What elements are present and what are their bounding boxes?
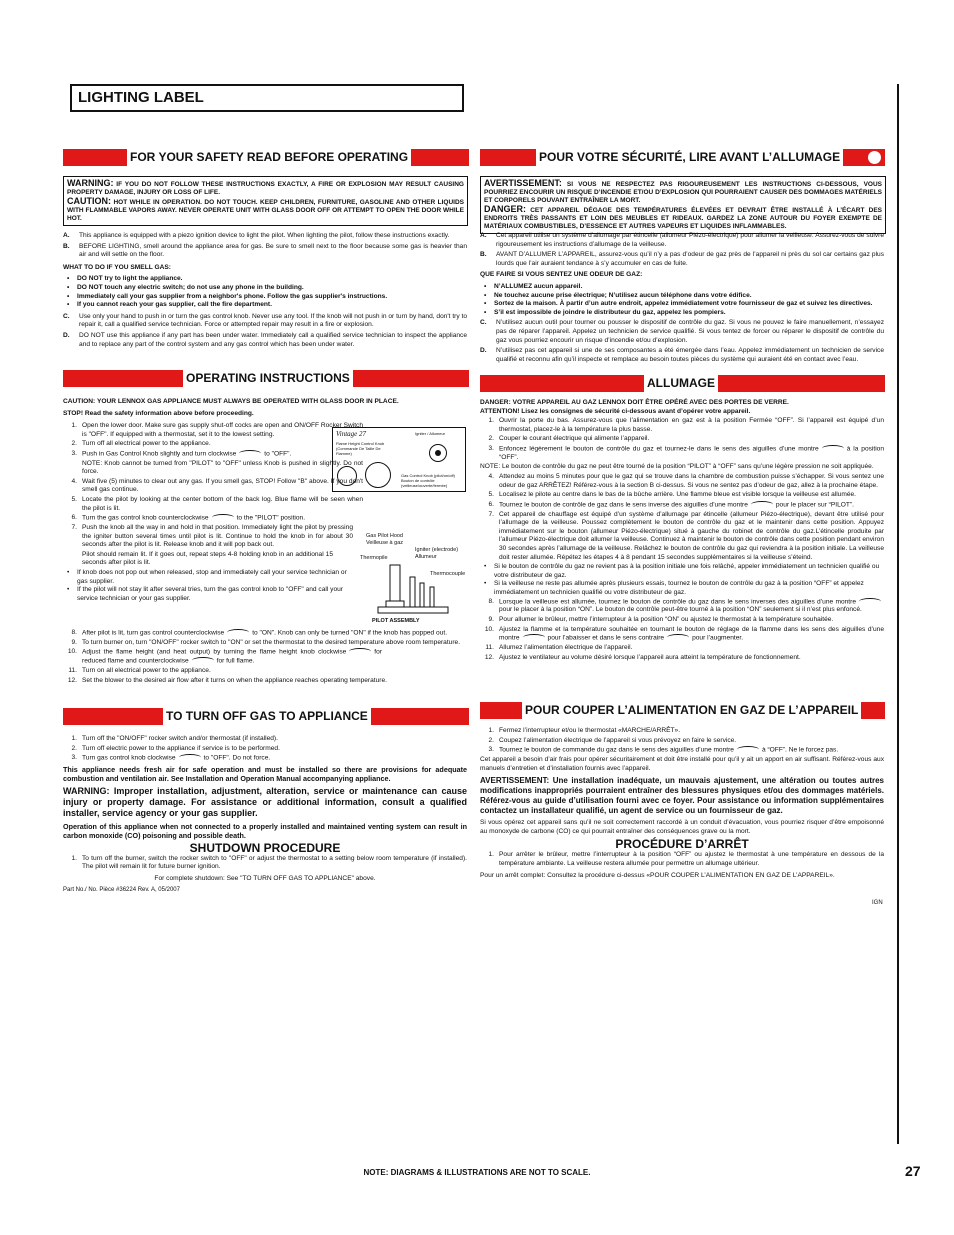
en-safety-list: A. This appliance is equipped with a piezo ignition device to light the pilot. When lighting the pilot, follow these instructions exactly. B. BEFORE LIGHTING, smell around the appliance area for gas. Be sure to smell next to the floor because some gas is heavier than air and will settle on the floor. WHAT TO DO IF YOU SMELL GAS: • DO NOT try to light the appliance. • DO NOT touch any electric switch; do not use any phone in the building. • Immediately call your gas supplier from a neighbor's phone. Follow the gas supplier's instructions. • If you cannot reach your gas supplier, call the fire department. C. Use only your hand to push in or turn the gas control knob. Never use any tool. If the knob will not push in or turn by hand, don't try to repair it, call a qualified service technician. Force or attempted repair may result in a fire or explosion. D. DO NOT use this appliance if any part has been under water. Immediately call a qualified service technician to inspect the appliance and to replace any part of the control system and any gas control which has been under water. [63,232,467,351]
fr-op-3a: Enfoncez légèrement le bouton de contrôle du gaz et tournez-le dans le sens des aiguilles d’une montre [499,445,819,453]
en-warning-2: WARNING: Improper installation, adjustment, alteration, service or maintenance can cause injury or property damage. For assistance or additional information, consult a qualified installer, service agency or your gas supplier. [63,786,467,819]
fr-warning-box [480,176,886,234]
en-op-note: NOTE: Knob cannot be turned from "PILOT" to "OFF" unless Knob is pushed in slightly. Do not force. [82,459,363,476]
en-off-3b: to "OFF". Do not force. [203,754,271,762]
fr-smell-1: • N’ALLUMEZ aucun appareil. [480,283,884,292]
clockwise-arrow-icon [349,648,371,655]
fr-op-7c: • Si la veilleuse ne reste pas allumée après plusieurs essais, tournez le bouton de contrôle du gaz à la position “OFF” et appelez immédiatement un technicien qualifié ou votre distributeur de gaz. [480,580,884,597]
fr-warning-label: AVERTISSEMENT: [484,178,562,188]
fr-item-d: N’utilisez pas cet appareil si une de ses composantes a été émergée dans l’eau. Appelez immédiatement un technicien de service qualifié et reconnu afin qu’il inspecte et remplace au besoin toutes pièces du système qui auraient été en contact avec l’eau. [496,347,884,363]
fr-danger-text: CET APPAREIL DÉGAGE DES TEMPÉRATURES ÉLEVÉES ET DEVRAIT ÊTRE INSTALLÉ À L’ÉCART DES ENDROITS TRÈS PASSANTS ET LOIN DES MEUBLES ET RIDEAUX. GARDEZ LA ZONE AUTOUR DU FOYER EXEMPTE DE MATÉRIAUX COMBUSTIBLES, D’ESSENCE ET AUTRES VAPEURS ET LIQUIDES INFLAMMABLES. [484,207,882,230]
en-op-2: Turn off all electrical power to the appliance. [82,440,211,448]
fr-turnoff-heading: POUR COUPER L’ALIMENTATION EN GAZ DE L’APPAREIL [522,702,861,719]
diagram-pilot-assembly-label: PILOT ASSEMBLY [372,618,420,624]
fr-smell-heading: QUE FAIRE SI VOUS SENTEZ UNE ODEUR DE GAZ: [480,271,643,279]
en-safety-header-bar [63,149,469,166]
fr-op-7b: • Si le bouton de contrôle du gaz ne revient pas à la position initiale une fois relâché, appeler immédiatement un technicien qualifié ou votre distributeur de gaz. [480,563,884,580]
en-off-3a: Turn gas control knob clockwise [82,754,176,762]
fr-air-text: Cet appareil a besoin d’air frais pour opérer sécuritairement et doit être installé pour qu’il y ait un apport en air suffisant. Référez-vous aux manuels d’entretien et d’installation fournis avec l’appareil. [480,756,884,772]
ign-code: IGN [872,900,883,906]
en-op-3b: to "OFF". [264,450,292,458]
fr-operating-header-bar [480,375,885,392]
en-warning-box [63,176,468,226]
diagram-brand: Vintage 27 [336,430,367,438]
fr-danger-label: DANGER: [484,204,526,214]
en-turnoff-section: 1. Turn off the "ON/OFF" rocker switch and/or thermostat (if installed). 2. Turn off electric power to the appliance if service is to be performed. 3. Turn gas control knob clockwise to "OFF". Do not force. This appliance needs fresh air for safe operation and must be installed so there are provisions for adequate combustion and ventilation air. See Installation and Operation Manual accompanying appliance. WARNING: Improper installation, adjustment, alteration, service or maintenance can cause injury or property damage. For assistance or additional information, consult a qualified installer, service agency or your gas supplier. Operation of this appliance when not connected to a properly installed and maintained venting system can result in carbon monoxide (CO) poisoning and possible death. SHUTDOWN PROCEDURE 1. To turn off the burner, switch the rocker switch to "OFF" or adjust the thermostat to a setting below room temperature (if installed). The pilot will remain lit for future burner ignition. For complete shutdown: See "TO TURN OFF GAS TO APPLIANCE" above. Part No./ No. Pièce #36224 Rev. A, 05/2007 [63,735,467,894]
en-smell-2: • DO NOT touch any electric switch; do not use any phone in the building. [63,284,467,293]
fr-op-6b: pour le placer sur “PILOT”. [775,501,854,509]
gas-control-knob-icon [365,462,391,488]
fr-op-4: Attendez au moins 5 minutes pour que le gaz qui se trouve dans la chambre de combustion puisse s’échapper. Si vous sentez une odeur de gaz ARRÊTEZ! Référez-vous à la section B ci-dessus. Si vous ne sentez pas d’odeur de gaz, allez à la prochaine étape. [499,473,884,489]
diagram-thermocouple-label: Thermocouple [430,571,466,577]
counterclockwise-arrow-icon [212,514,234,521]
en-operating-heading: OPERATING INSTRUCTIONS [183,370,353,387]
fr-off-3a: Tournez le bouton de commande du gaz dans le sens des aiguilles d’une montre [499,746,734,754]
en-op-7d: • If the pilot will not stay lit after several tries, turn the gas control knob to "OFF" and call your service technician or your gas supplier. [63,586,347,603]
counterclockwise-arrow-icon [667,634,689,641]
en-air-text: This appliance needs fresh air for safe operation and must be installed so there are provisions for adequate combustion and ventilation air. See Installation and Operation Manual accompanying appliance. [63,765,467,784]
en-safety-heading: FOR YOUR SAFETY READ BEFORE OPERATING [127,149,411,166]
en-op-12: Set the blower to the desired air flow after it turns on when the appliance reaches operating temperature. [82,676,387,684]
fr-vent-text: Si vous opérez cet appareil sans qu’il ne soit correctement raccordé à un conduit d’évacuation, vous pourriez risquer d’être empoisonné au monoxyde de carbone (CO) ce qui pourrait entraîner des conséquences grave ou la mort. [480,819,884,835]
en-op-7c: • If knob does not pop out when released, stop and immediately call your service technician or gas supplier. [63,569,347,586]
en-op-7b: Pilot should remain lit. If it goes out, repeat steps 4-8 holding knob in an additional 15 seconds after pilot is lit. [82,550,333,567]
fr-item-c: N’utilisez aucun outil pour tourner ou pousser le dispositif de contrôle du gaz. Si vous ne pouvez le faire manuellement, n’essayez pas de réparer l’appareil. Appelez un technicien de service qualifié. Si vous tentez de forcer ou réparer le dispositif de contrôle du gaz vous pourriez encourir un risque d’incendie et/ou d’explosion. [496,319,884,344]
en-op-4: Wait five (5) minutes to clear out any gas. If you smell gas, STOP! Follow "B" above. If you don't smell gas continue. [82,477,363,494]
diagram-thermopile-label: Thermopile [360,555,388,561]
en-op-5: Locate the pilot by looking at the center bottom of the back log. Blue flame will be seen when the pilot is lit. [82,496,363,512]
fr-shut-2: Pour un arrêt complet: Consultez la procédure ci-dessus «POUR COUPER L’ALIMENTATION EN GAZ DE L’APPAREIL». [480,872,835,880]
fr-op-8b: pour le placer à la position “ON”. Le bouton de contrôle peut-être tourné à la position “ON” seulement si il n’est plus enfoncé. [499,606,862,614]
fr-safety-heading: POUR VOTRE SÉCURITÉ, LIRE AVANT L’ALLUMAGE [536,149,843,166]
en-op-1: Open the lower door. Make sure gas supply shut-off cocks are open and ON/OFF Rocker Switch is "OFF". If equipped with a thermostat, set it to the lowest setting. [82,422,363,438]
fr-op-8a: Lorsque la veilleuse est allumée, tournez le bouton de contrôle du gaz dans le sens inverses des aiguilles d’une montre [499,597,856,605]
counterclockwise-arrow-icon [192,657,214,664]
diagram-igniter-top-label: Igniter / Allumeur [415,431,446,436]
en-off-1: Turn off the "ON/OFF" rocker switch and/or thermostat (if installed). [82,735,278,742]
fr-item-a: Cet appareil utilise un système d’allumage par étincelle (allumeur Piézo-électrique) pour allumer la veilleuse. Assurez-vous de suivre rigoureusement les instructions d’allumage de la veilleuse. [496,232,884,248]
fr-off-1: Fermez l’interrupteur et/ou le thermostat «MARCHE/ARRÊT». [499,727,681,734]
fr-op-danger: DANGER: VOTRE APPAREIL AU GAZ LENNOX DOIT ÊTRE OPÉRÉ AVEC DES PORTES DE VERRE. [480,399,789,406]
fr-op-7: Cet appareil de chauffage est équipé d’un système d’allumage par étincelle (allumeur Piézo-électrique), devant être utilisé pour l’allumage de la veilleuse. Poussez complètement le bouton de contrôle du gaz et le maintenir dans cette position. Appuyez immédiatement sur le bouton (allumeur Piézo-électrique) situé à gauche du robinet de contrôle du gaz.L’étincelle produite par l’allumeur Piézo-électrique doit allumer la veilleuse. Continuez à maintenir le bouton de contrôle dans cette position pendant environ 30 secondes après l’allumage de la veilleuse. Relâchez le bouton de contrôle du gaz qui reviendra à la position initiale. La veilleuse doit rester allumée. Répétez les étapes 4 à 8 pendant 15 secondes supplémentaires si la veilleuse s’éteind. [499,510,884,561]
counterclockwise-arrow-icon [227,629,249,636]
en-smell-3: • Immediately call your gas supplier from a neighbor's phone. Follow the gas supplier's instructions. [63,293,467,302]
en-op-9: To turn burner on, turn "ON/OFF" rocker switch to "ON" or set the thermostat to the desired temperature above room temperature. [82,638,461,646]
clockwise-arrow-icon [239,450,261,457]
fr-operating-heading: ALLUMAGE [644,375,718,392]
fr-smell-4: • S’il est impossible de joindre le distributeur du gaz, appelez les pompiers. [480,309,884,318]
bullet-circle-icon [868,151,881,164]
footer-note: NOTE: DIAGRAMS & ILLUSTRATIONS ARE NOT TO SCALE. [363,1168,591,1177]
title-box [70,84,464,112]
page-number: 27 [905,1163,921,1179]
en-turnoff-heading: TO TURN OFF GAS TO APPLIANCE [163,708,371,725]
fr-item-b: AVANT D’ALLUMER L’APPAREIL, assurez-vous qu’il n’y a pas d’odeur de gaz près de l’appareil ni près du sol car certains gaz plus lourds que l’air auraient tendance à s’y accumuler en cas de fuite. [496,251,884,267]
clockwise-arrow-icon [523,634,545,641]
fr-op-12: Ajustez le ventilateur au volume désiré lorsque l’appareil aura atteint la température de fonctionnement. [499,653,801,661]
en-warning-label: WARNING: [67,178,114,188]
fr-off-2: Coupez l’alimentation électrique de l’appareil si vous prévoyez en faire le service. [499,736,737,744]
en-warning-text: IF YOU DO NOT FOLLOW THESE INSTRUCTIONS EXACTLY, A FIRE OR EXPLOSION MAY RESULT CAUSING PROPERTY DAMAGE, INJURY OR LOSS OF LIFE. [67,181,464,196]
fr-warning-text: SI VOUS NE RESPECTEZ PAS RIGOUREUSEMENT LES INSTRUCTIONS CI-DESSOUS, VOUS POURRIEZ ENCOURIR UN RISQUE D’INCENDIE ET/OU D’EXPLOSION QUI POURRAIENT CAUSER DES DOMMAGES MATÉRIELS ET CORPORELS POUVANT ENTRAÎNER LA MORT. [484,181,883,204]
flame-knob-icon [337,466,357,486]
en-item-b: BEFORE LIGHTING, smell around the appliance area for gas. Be sure to smell next to the floor because some gas is heavier than air and will settle on the floor. [79,242,467,259]
en-op-3a: Push in Gas Control Knob slightly and turn clockwise [82,450,237,458]
fr-op-1: Ouvrir la porte du bas. Assurez-vous que l’alimentation en gaz est à la position Fermée “OFF”. Si l’appareil est équipé d’un thermostat, placez-le à la température la plus basse. [499,417,884,433]
counterclockwise-arrow-icon [859,598,881,605]
fr-op-9: Pour allumer le brûleur, mettre l’interrupteur à la position “ON” ou ajustez le thermostat à la température souhaitée. [499,616,834,623]
en-vent-text: Operation of this appliance when not connected to a properly installed and maintained venting system can result in carbon monoxide (CO) poisoning and possible death. [63,822,467,841]
en-op-7: Push the knob all the way in and hold in that position. Immediately light the pilot by pressing the igniter button several times until pilot is lit. Continue to hold the knob in for about 30 seconds after the pilot is lit. Release knob and it will pop back out. [82,524,353,549]
en-op-10c: for full flame. [216,657,255,665]
en-operating-header-bar [63,370,469,387]
page-divider-line [897,84,899,1144]
diagram-igniter-label: Igniter (electrode) Allumeur [415,547,459,560]
clockwise-arrow-icon [179,754,201,761]
pilot-assembly-diagram [360,533,470,625]
fr-warning-2: AVERTISSEMENT: Une installation inadéquate, un mauvais ajustement, une altération ou toutes autres modifications inappropriés pourraient entraîner des blessures physiques et/ou des dommages matériels. Référez-vous au guide d’utilisation fourni avec ce foyer. Pour assistance ou information supplémentaires contactez un installateur qualifié, un agent de service ou un fournisseur de gaz. [480,776,884,816]
en-item-c: Use only your hand to push in or turn the gas control knob. Never use any tool. If the knob will not push in or turn by hand, don't try to repair it, call a qualified service technician. Force or attempted repair may result in a fire or explosion. [79,312,467,329]
en-operating-steps-a: 1. Open the lower door. Make sure gas supply shut-off cocks are open and ON/OFF Rocker Switch is "OFF". If equipped with a thermostat, set it to the lowest setting. 2. Turn off all electrical power to the appliance. 3. Push in Gas Control Knob slightly and turn clockwise to "OFF". NOTE: Knob cannot be turned from "PILOT" to "OFF" unless Knob is pushed in slightly. Do not force. 4. Wait five (5) minutes to clear out any gas. If you smell gas, STOP! Follow "B" above. If you don't smell gas continue. 5. Locate the pilot by looking at the center bottom of the back log. Blue flame will be seen when the pilot is lit. 6. Turn the gas control knob counterclockwise to the "PILOT" position. 7. Push the knob all the way in and hold in that position. Immediately light the pilot by pressing the igniter button several times until pilot is lit. Continue to hold the knob in for about 30 seconds after the pilot is lit. Release knob and it will pop back out. Pilot should remain lit. If it goes out, repeat steps 4-8 holding knob in an additional 15 seconds after pilot is lit. • If knob does not pop out when released, stop and immediately call your service technician or gas supplier. • If the pilot will not stay lit after several tries, turn the gas control knob to "OFF" and call your service technician or your gas supplier. [63,422,363,603]
pilot-assembly-drawing [370,561,460,617]
en-operating-steps-b: 8. After pilot is lit, turn gas control counterclockwise to "ON". Knob can only be turned "ON" if the knob has popped out. 9. To turn burner on, turn "ON/OFF" rocker switch to "ON" or set the thermostat to the desired temperature above room temperature. 10. Adjust the flame height (and heat output) by turning the flame height knob clockwise for reduced flame and counterclockwise for full flame. 11. Turn on all electrical power to the appliance. 12. Set the blower to the desired air flow after it turns on when the appliance reaches operating temperature. [63,629,467,686]
en-shut-2: For complete shutdown: See "TO TURN OFF GAS TO APPLIANCE" above. [154,874,376,882]
page-title: LIGHTING LABEL [78,89,204,106]
en-op-6a: Turn the gas control knob counterclockwise [82,514,209,522]
fr-op-10b: pour l’abaisser et dans le sens contraire [547,634,665,642]
en-smell-1: • DO NOT try to light the appliance. [63,275,467,284]
igniter-button-icon [429,444,447,462]
en-op-11: Turn on all electrical power to the appliance. [82,667,211,675]
fr-op-10a: Ajustez la flamme et la température souhaitée en tournant le bouton de réglage de la flamme dans les sens des aiguilles d’une montre [499,625,884,642]
diagram-hood-label: Gas Pilot Hood Veilleuse à gaz [366,533,403,546]
en-shutdown-heading: SHUTDOWN PROCEDURE [189,841,341,856]
en-smell-4: • If you cannot reach your gas supplier, call the fire department. [63,301,467,310]
diagram-flame-knob-label: Flame Height Control Knob (Commande De Taille De Flamme) [336,441,385,456]
en-op-stop: STOP! Read the safety information above before proceeding. [63,409,254,417]
en-turnoff-header-bar [63,708,469,725]
fr-shut-1: Pour arrêter le brûleur, mettre l’interrupteur à la position “OFF” ou ajustez le thermostat à une température en dessous de la température ambiante. La veilleuse restera allumée pour permettre un allumage ultérieur. [499,851,884,867]
fr-op-10c: pour l’augmenter. [692,634,744,642]
fr-op-6a: Tournez le bouton de contrôle de gaz dans le sens inverse des aiguilles d’une montre [499,501,748,509]
en-item-d: DO NOT use this appliance if any part has been under water. Immediately call a qualified service technician to inspect the appliance and to replace any part of the control system and any gas control which has been under water. [79,331,467,348]
fr-op-attention: ATTENTION! Lisez les consignes de sécurité ci-dessous avant d’opérer votre appareil. [480,407,751,415]
clockwise-arrow-icon [737,746,759,753]
fr-turnoff-header-bar [480,702,885,719]
fr-turnoff-section: 1. Fermez l’interrupteur et/ou le thermostat «MARCHE/ARRÊT». 2. Coupez l’alimentation électrique de l’appareil si vous prévoyez en faire le service. 3. Tournez le bouton de commande du gaz dans le sens des aiguilles d’une montre à “OFF”. Ne le forcez pas. Cet appareil a besoin d’air frais pour opérer sécuritairement et doit être installé pour qu’il y ait un apport en air suffisant. Référez-vous aux manuels d’entretien et d’installation fournis avec l’appareil. AVERTISSEMENT: Une installation inadéquate, un mauvais ajustement, une altération ou toutes autres modifications inappropriés pourraient entraîner des blessures physiques et/ou des dommages matériels. Référez-vous au guide d’utilisation fourni avec ce foyer. Pour assistance ou information supplémentaires contactez un installateur qualifié, un agent de service ou un fournisseur de gaz. Si vous opérez cet appareil sans qu’il ne soit correctement raccordé à un conduit d’évacuation, vous pourriez risquer d’être empoisonné au monoxyde de carbone (CO) ce qui pourrait entraîner des conséquences grave ou la mort. PROCÉDURE D’ARRÊT 1. Pour arrêter le brûleur, mettre l’interrupteur à la position “OFF” ou ajustez le thermostat à une température en dessous de la température ambiante. La veilleuse restera allumée pour permettre un allumage ultérieur. Pour un arrêt complet: Consultez la procédure ci-dessus «POUR COUPER L’ALIMENTATION EN GAZ DE L’APPAREIL». [480,727,884,880]
en-item-a: This appliance is equipped with a piezo ignition device to light the pilot. When lighting the pilot, follow these instructions exactly. [79,232,450,239]
fr-op-11: Allumez l’alimentation électrique de l’appareil. [499,644,633,652]
en-op-8a: After pilot is lit, turn gas control counterclockwise [82,629,225,637]
en-op-8b: to "ON". Knob can only be turned "ON" if the knob has popped out. [252,629,448,637]
control-panel-diagram [332,427,466,492]
fr-op-3b: à la position “OFF”. [499,445,884,461]
en-smell-heading: WHAT TO DO IF YOU SMELL GAS: [63,263,171,271]
diagram-gas-knob-label: Gas Control Knob (pilot/on/off) Bouton de contrôle (veilleuse/ouverte/fermée) [401,473,455,488]
part-number: Part No./ No. Pièce #36224 Rev. A, 05/2007 [63,887,180,894]
fr-op-note: NOTE: Le bouton de contrôle du gaz ne peut être tourné de la position “PILOT” à “OFF” sans qu’une légère pression ne soit appliquée. [480,463,874,471]
fr-operating-section: DANGER: VOTRE APPAREIL AU GAZ LENNOX DOIT ÊTRE OPÉRÉ AVEC DES PORTES DE VERRE. ATTENTION! Lisez les consignes de sécurité ci-dessous avant d’opérer votre appareil. 1. Ouvrir la porte du bas. Assurez-vous que l’alimentation en gaz est à la position Fermée “OFF”. Si l’appareil est équipé d’un thermostat, placez-le à la température la plus basse. 2. Couper le courant électrique qui alimente l’appareil. 3. Enfoncez légèrement le bouton de contrôle du gaz et tournez-le dans le sens des aiguilles d’une montre à la position “OFF”. NOTE: Le bouton de contrôle du gaz ne peut être tourné de la position “PILOT” à “OFF” sans qu’une légère pression ne soit appliquée. 4. Attendez au moins 5 minutes pour que le gaz qui se trouve dans la chambre de combustion puisse s’échapper. Si vous sentez une odeur de gaz ARRÊTEZ! Référez-vous à la section B ci-dessus. Si vous ne sentez pas d’odeur de gaz, allez à la prochaine étape. 5. Localisez le pilote au centre dans le bas de la bûche arrière. Une flamme bleue est visible lorsque la veilleuse est allumée. 6. Tournez le bouton de contrôle de gaz dans le sens inverse des aiguilles d’une montre pour le placer sur “PILOT”. 7. Cet appareil de chauffage est équipé d’un système d’allumage par étincelle (allumeur Piézo-électrique), devant être utilisé pour l’allumage de la veilleuse. Poussez complètement le bouton de contrôle du gaz et le maintenir dans cette position. Appuyez immédiatement sur le bouton (allumeur Piézo-électrique) situé à gauche du robinet de contrôle du gaz.L’étincelle produite par l’allumeur Piézo-électrique doit allumer la veilleuse. Continuez à maintenir le bouton de contrôle dans cette position pendant environ 30 secondes après l’allumage de la veilleuse. Relâchez le bouton de contrôle du gaz qui reviendra à la position initiale. La veilleuse doit rester allumée. Répétez les étapes 4 à 8 pendant 15 secondes supplémentaires si la veilleuse s’éteind. • Si le bouton de contrôle du gaz ne revient pas à la position initiale une fois relâché, appeler immédiatement un technicien qualifié ou votre distributeur de gaz. • Si la veilleuse ne reste pas allumée après plusieurs essais, tournez le bouton de contrôle du gaz à la position “OFF” et appelez immédiatement un technicien qualifié ou votre distributeur de gaz. 8. Lorsque la veilleuse est allumée, tournez le bouton de contrôle du gaz dans le sens inverses des aiguilles d’une montrepour le placer à la position “ON”. Le bouton de contrôle peut-être tourné à la position “ON” seulement si il n’est plus enfoncé. 9. Pour allumer le brûleur, mettre l’interrupteur à la position “ON” ou ajustez le thermostat à la température souhaitée. 10. Ajustez la flamme et la température souhaitée en tournant le bouton de réglage de la flamme dans les sens des aiguilles d’une montre pour l’abaisser et dans le sens contraire pour l’augmenter. 11. Allumez l’alimentation électrique de l’appareil. 12. Ajustez le ventilateur au volume désiré lorsque l’appareil aura atteint la température de fonctionnement. [480,399,884,663]
en-operating-intro [63,398,467,421]
en-op-10b: for reduced flame and counterclockwise [82,648,382,665]
fr-op-2: Couper le courant électrique qui alimente l’appareil. [499,435,650,443]
en-op-6b: to the "PILOT" position. [236,514,306,522]
en-shut-1: To turn off the burner, switch the rocker switch to "OFF" or adjust the thermostat to a setting below room temperature (if installed). The pilot will remain lit for future burner ignition. [82,854,467,871]
fr-safety-header-bar [480,149,885,166]
fr-smell-2: • Ne touchez aucune prise électrique; N’utilisez aucun téléphone dans votre édifice. [480,292,884,301]
fr-shutdown-heading: PROCÉDURE D’ARRÊT [615,837,749,852]
en-caution-label: CAUTION: [67,196,111,206]
clockwise-arrow-icon [822,445,844,452]
fr-off-3b: à “OFF”. Ne le forcez pas. [761,746,839,754]
fr-smell-3: • Sortez de la maison. À partir d’un autre endroit, appelez immédiatement votre fournisseur de gaz et suivez les directives. [480,300,884,309]
fr-safety-list: A. Cet appareil utilise un système d’allumage par étincelle (allumeur Piézo-électrique) pour allumer la veilleuse. Assurez-vous de suivre rigoureusement les instructions d’allumage de la veilleuse. B. AVANT D’ALLUMER L’APPAREIL, assurez-vous qu’il n’y a pas d’odeur de gaz près de l’appareil ni près du sol car certains gaz plus lourds que l’air auraient tendance à s’y accumuler en cas de fuite. QUE FAIRE SI VOUS SENTEZ UNE ODEUR DE GAZ: • N’ALLUMEZ aucun appareil. • Ne touchez aucune prise électrique; N’utilisez aucun téléphone dans votre édifice. • Sortez de la maison. À partir d’un autre endroit, appelez immédiatement votre fournisseur de gaz et suivez les directives. • S’il est impossible de joindre le distributeur du gaz, appelez les pompiers. C. N’utilisez aucun outil pour tourner ou pousser le dispositif de contrôle du gaz. Si vous ne pouvez le faire manuellement, n’essayez pas de réparer l’appareil. Appelez un technicien de service qualifié. Si vous tentez de forcer ou réparer le dispositif de contrôle du gaz vous pourriez encourir un risque d’incendie et/ou d’explosion. D. N’utilisez pas cet appareil si une de ses composantes a été émergée dans l’eau. Appelez immédiatement un technicien de service qualifié et reconnu afin qu’il inspecte et remplace au besoin toutes pièces du système qui auraient été en contact avec l’eau. [480,232,884,366]
counterclockwise-arrow-icon [751,501,773,508]
en-off-2: Turn off electric power to the appliance if service is to be performed. [82,744,280,752]
fr-op-5: Localisez le pilote au centre dans le bas de la bûche arrière. Une flamme bleue est visible lorsque la veilleuse est allumée. [499,491,856,499]
en-op-caution: CAUTION: YOUR LENNOX GAS APPLIANCE MUST ALWAYS BE OPERATED WITH GLASS DOOR IN PLACE. [63,398,399,405]
en-caution-text: HOT WHILE IN OPERATION. DO NOT TOUCH. KEEP CHILDREN, FURNITURE, GASOLINE AND OTHER LIQUIDS WITH FLAMMABLE VAPORS AWAY. NEVER OPERATE UNIT WITH GLASS DOOR OFF OR ATTEMPT TO OPEN THE DOOR WHILE HOT. [67,199,464,222]
en-op-10a: Adjust the flame height (and heat output) by turning the flame height knob clockwise [82,648,347,656]
